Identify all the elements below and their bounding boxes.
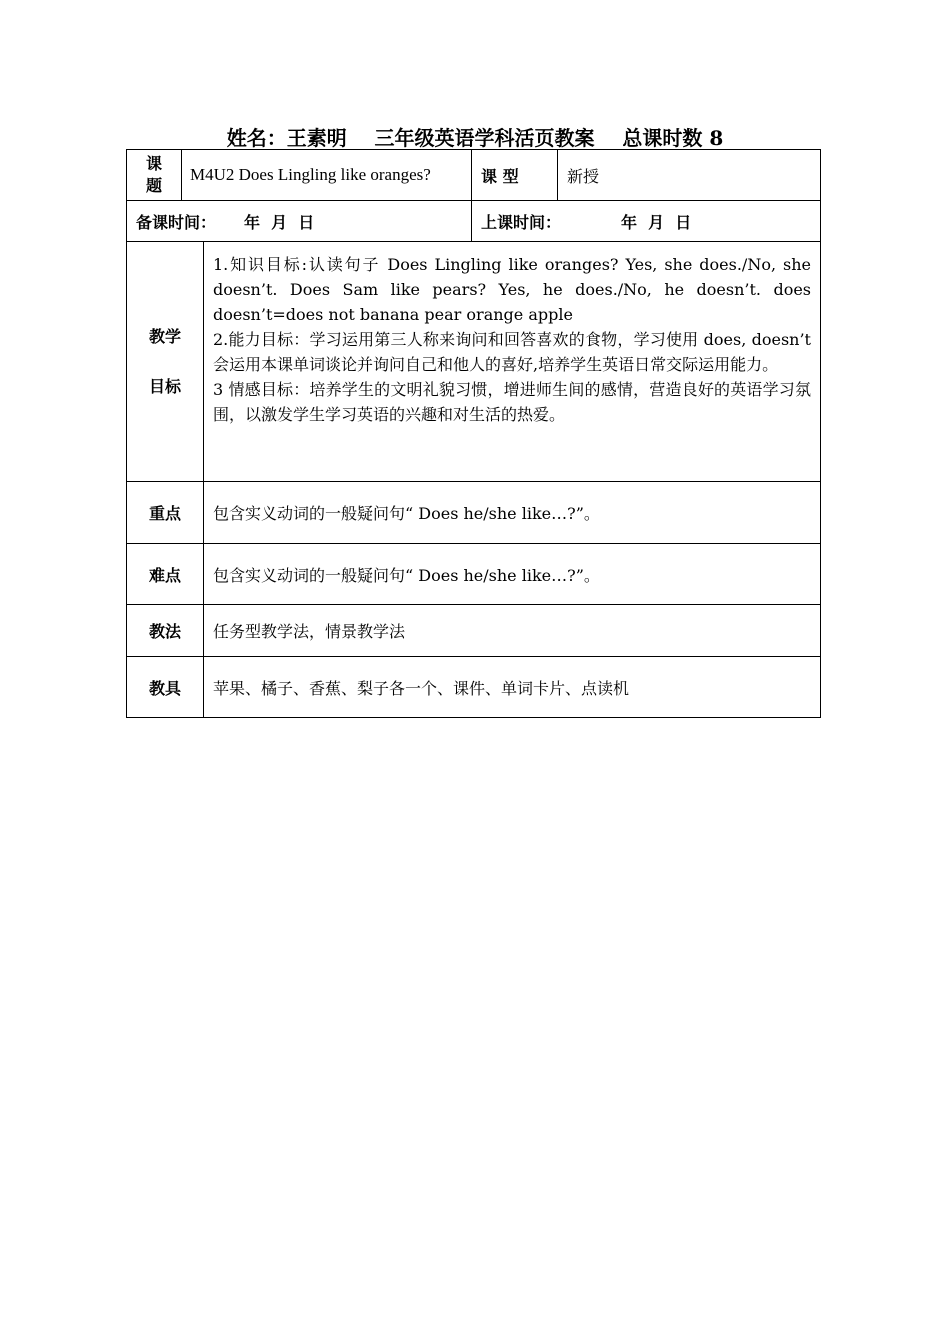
tools-value: 苹果、橘子、香蕉、梨子各一个、课件、单词卡片、点读机 [213,678,630,698]
goals-label-line1: 教学 [148,326,181,346]
class-time-label: 上课时间： [481,212,562,232]
table-row-method [127,605,820,657]
ability-goal: 2.能力目标：学习运用第三人称来询问和回答喜欢的食物，学习使用 does, doesn’t 会运用本课单词谈论并询问自己和他人的喜好,培养学生英语日常交际运用能力。 [213,330,811,374]
goals-label [127,242,204,481]
topic-label [127,150,182,200]
goals-label-line2: 目标 [148,376,181,396]
lesson-plan-table [126,149,821,718]
type-label: 课 型 [472,150,558,200]
class-time-value: 年 月 日 [621,212,692,232]
tools-label: 教具 [127,657,204,717]
difficulty-label: 难点 [127,544,204,604]
table-row-key-point [127,482,820,544]
table-row-topic [127,150,820,201]
class-time [472,201,820,241]
table-row-goals [127,242,820,482]
key-point-value: 包含实义动词的一般疑问句“ Does he/she like…?”。 [213,504,600,523]
page-title: 姓名：王素明 三年级英语学科活页教案 总课时数 8 [226,126,724,150]
prep-time-label: 备课时间： [136,212,217,232]
table-row-tools [127,657,820,717]
topic-label-line1: 课 [145,154,162,173]
method-label: 教法 [127,605,204,656]
key-point-label: 重点 [127,482,204,543]
topic-value: M4U2 Does Lingling like oranges? [182,150,472,200]
goals-content [204,242,820,481]
emotion-goal: 3 情感目标：培养学生的文明礼貌习惯，增进师生间的感情，营造良好的英语学习氛围，以激发学生学习英语的兴趣和对生活的热爱。 [213,380,811,424]
prep-time-value: 年 月 日 [244,212,315,232]
difficulty-value: 包含实义动词的一般疑问句“ Does he/she like…?”。 [213,565,600,585]
type-value: 新授 [567,166,600,186]
knowledge-goal: 1.知识目标:认读句子 Does Lingling like oranges? Yes, she does./No, she doesn’t. Does Sam like pears? Yes, he does./No, he doesn’t. does doesn’t=does not banana pear orange apple [213,255,811,324]
method-value: 任务型教学法，情景教学法 [213,622,406,641]
table-row-time [127,201,820,242]
prep-time [127,201,472,241]
table-row-difficulty [127,544,820,605]
topic-label-line2: 题 [145,176,162,195]
